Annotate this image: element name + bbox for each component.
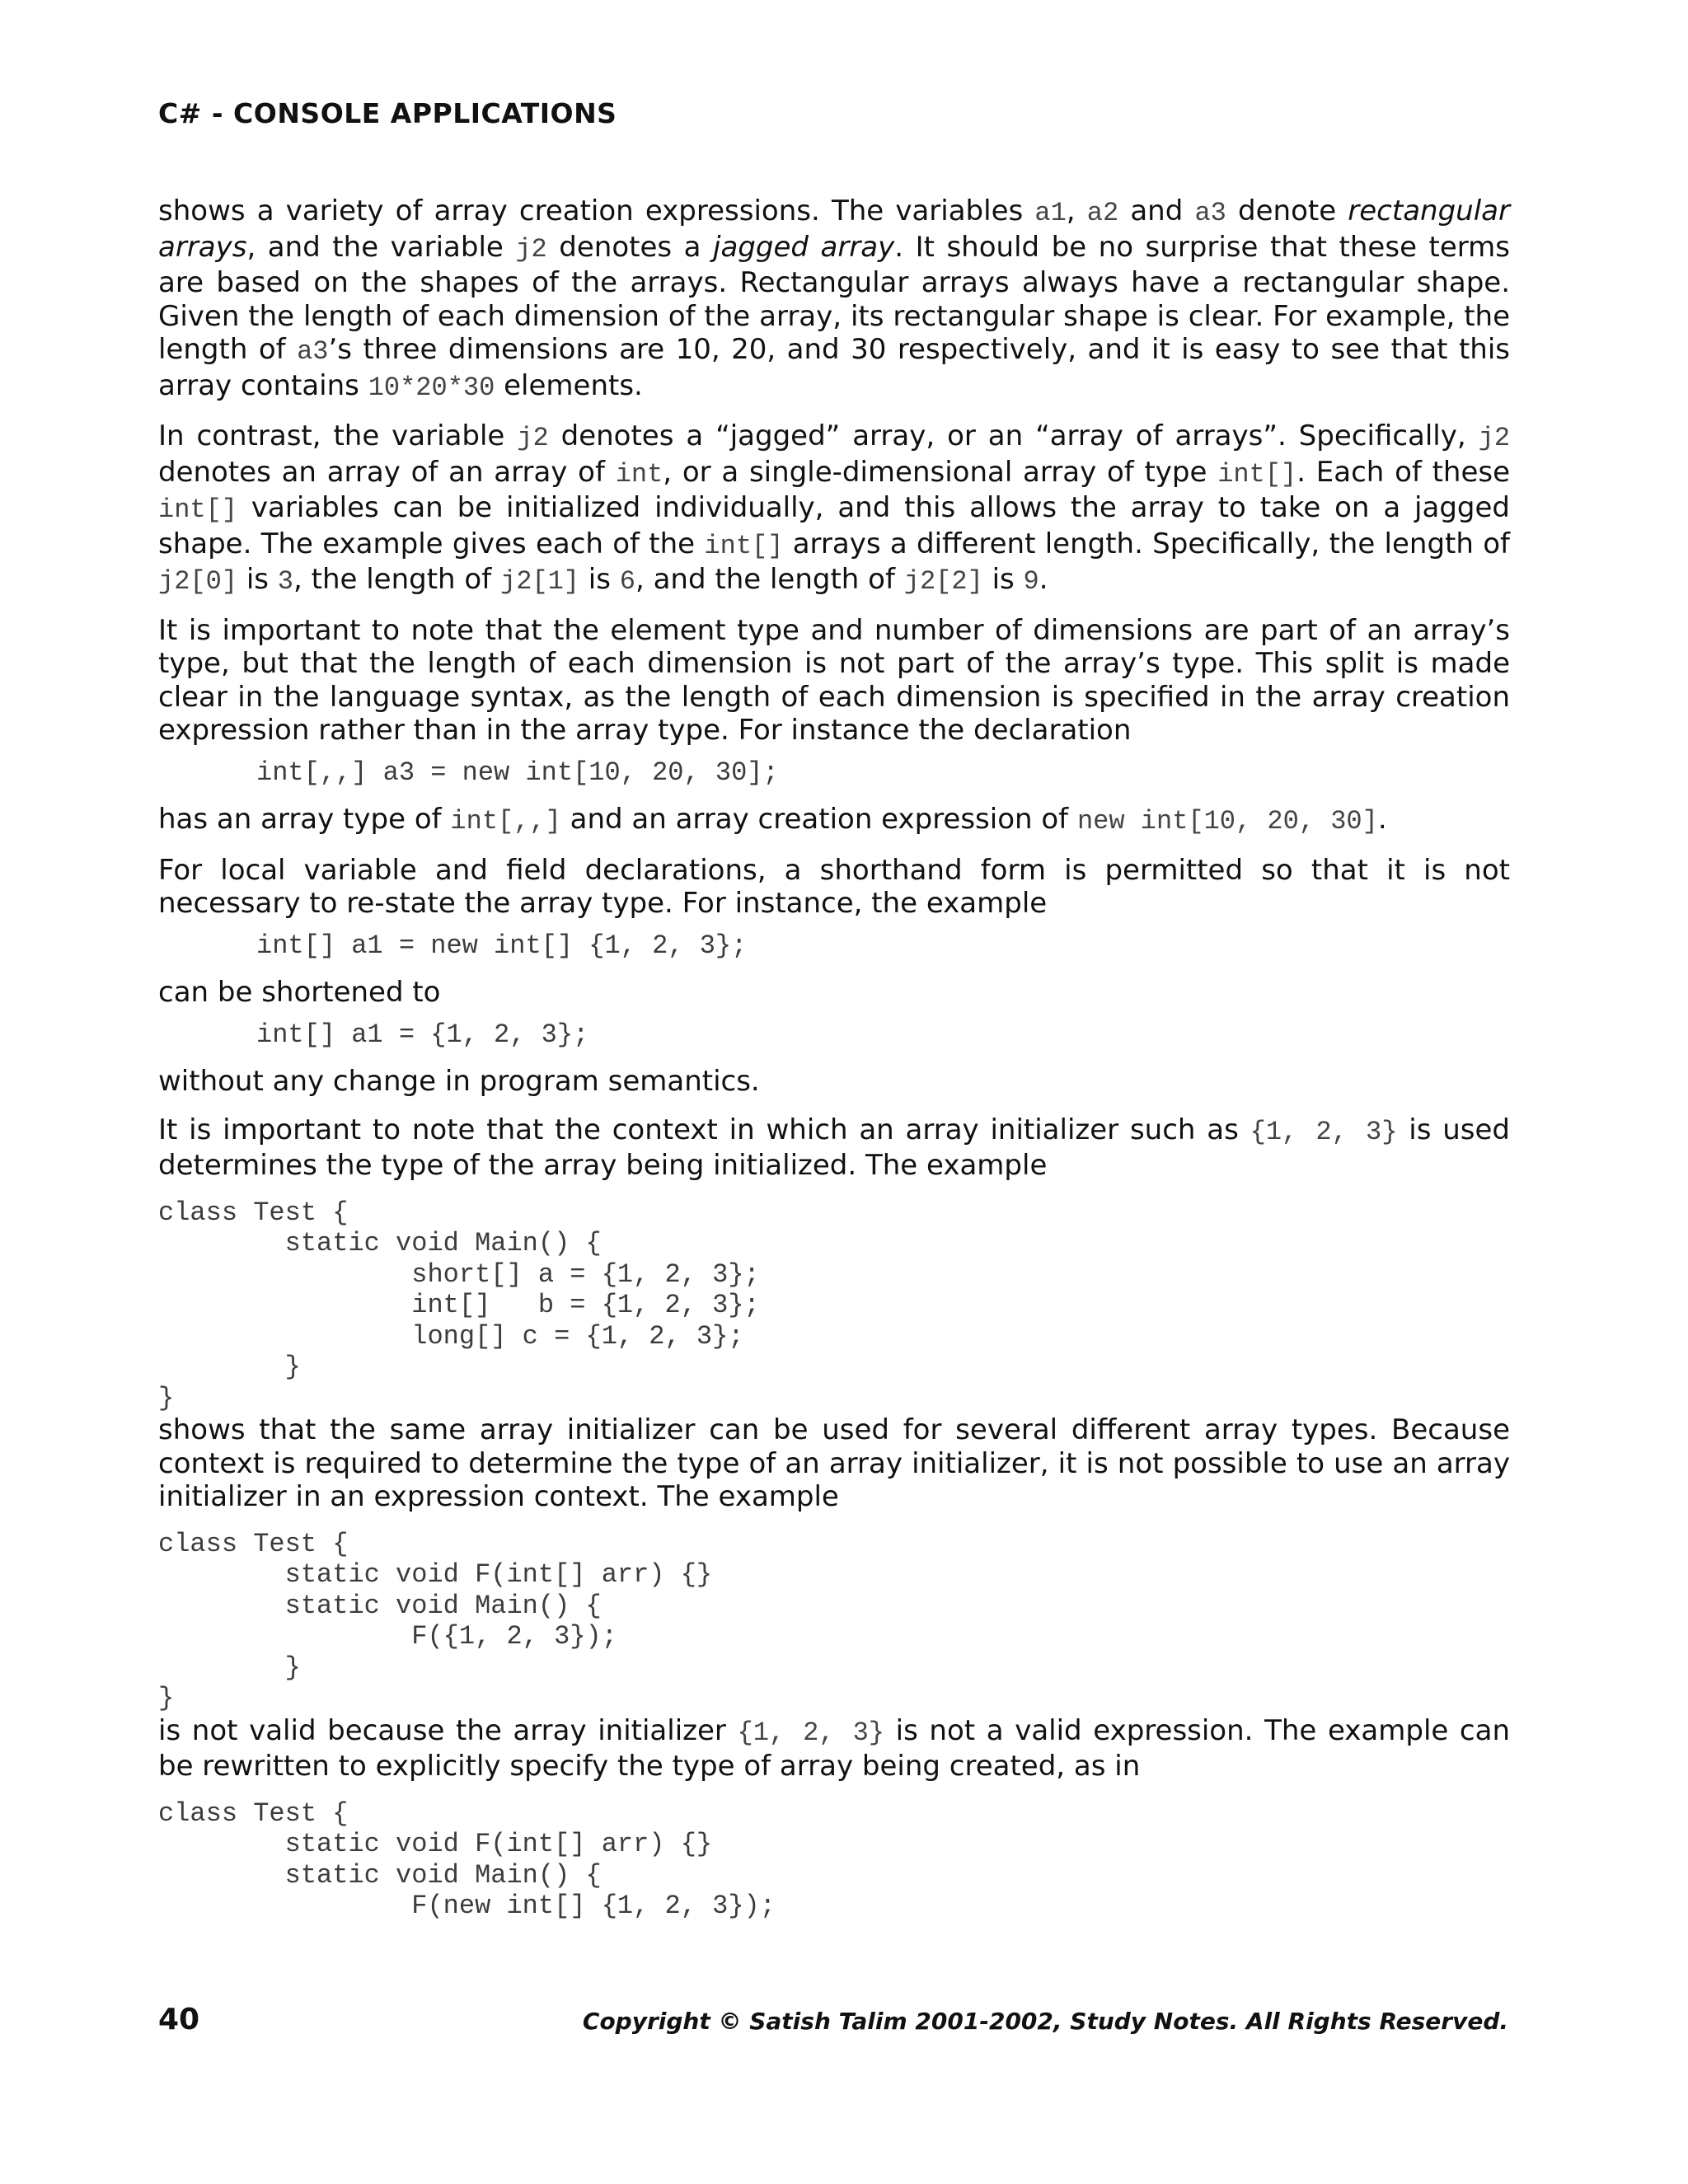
code-block-initializers: class Test { static void Main() { short[] a = {1, 2, 3}; int[] b = {1, 2, 3}; long[] c = {1, 2, 3}; } } <box>158 1197 760 1413</box>
text: arrays a different length. Specifically, the length of <box>783 527 1510 560</box>
emphasis: jagged array <box>713 230 895 264</box>
inline-code: j2 <box>517 423 549 453</box>
paragraph-semantics: without any change in program semantics. <box>158 1065 760 1098</box>
paragraph-expression-context: shows that the same array initializer can be used for several different array types. Because context is required to determine the type of an array initializer, it is not possible to use an array initializer in an expression context. The example <box>158 1413 1510 1513</box>
running-header: C# - CONSOLE APPLICATIONS <box>158 97 617 129</box>
inline-code: int[] <box>158 494 238 525</box>
text: is used determines the type of the array being initialized. The example <box>158 1113 1510 1182</box>
page-number: 40 <box>158 2003 200 2036</box>
text: ’s three dimensions are 10, 20, and 30 respectively, and it is easy to see that this array contains <box>158 333 1510 402</box>
inline-code: a2 <box>1086 198 1119 228</box>
inline-code: 9 <box>1023 566 1039 597</box>
code-block-invalid: class Test { static void F(int[] arr) {} static void Main() { F({1, 2, 3}); } } <box>158 1528 713 1713</box>
paragraph-shortened: can be shortened to <box>158 976 441 1009</box>
code-block-full-form: int[] a1 = new int[] {1, 2, 3}; <box>256 930 748 961</box>
text: elements. <box>495 368 643 402</box>
inline-code: j2[2] <box>903 566 983 597</box>
inline-code: j2[0] <box>158 566 238 597</box>
text: It is important to note that the context in which an array initializer such as <box>158 1113 1250 1146</box>
text: , and the variable <box>246 230 516 264</box>
text: , and the length of <box>635 563 904 596</box>
inline-code: a3 <box>297 336 329 367</box>
text: , the length of <box>293 563 500 596</box>
text: In contrast, the variable <box>158 419 518 452</box>
code-block-rewritten: class Test { static void F(int[] arr) {} static void Main() { F(new int[] {1, 2, 3}); <box>158 1797 776 1921</box>
text: shows a variety of array creation expressions. The variables <box>158 194 1035 227</box>
text: is <box>579 563 620 596</box>
inline-code: j2 <box>1478 423 1511 453</box>
inline-code: j2[1] <box>499 566 579 597</box>
text: and an array creation expression of <box>560 803 1077 836</box>
text: denotes a “jagged” array, or an “array of arrays”. Specifically, <box>548 419 1479 452</box>
code-block-short-form: int[] a1 = {1, 2, 3}; <box>256 1019 589 1050</box>
text: . It should be no surprise that these terms are based on the shapes of the arrays. Rectangular arrays always have a rectangular shape. Given the length of each dimension of the array, its rectangular shape is clear. For example, the length of <box>158 230 1510 366</box>
paragraph-not-valid <box>158 1714 1510 1783</box>
inline-code: 10*20*30 <box>368 372 495 403</box>
inline-code: a1 <box>1034 198 1067 228</box>
text: has an array type of <box>158 803 451 836</box>
inline-code: 6 <box>619 566 635 597</box>
inline-code: {1, 2, 3} <box>737 1717 885 1748</box>
inline-code: {1, 2, 3} <box>1250 1116 1398 1147</box>
code-block-declaration: int[,,] a3 = new int[10, 20, 30]; <box>256 757 779 788</box>
inline-code: 3 <box>277 566 293 597</box>
copyright-notice: Copyright © Satish Talim 2001-2002, Study Notes. All Rights Reserved. <box>582 2008 1508 2035</box>
text: and <box>1118 194 1195 227</box>
inline-code: j2 <box>515 233 547 265</box>
inline-code: int[,,] <box>450 806 561 837</box>
inline-code: a3 <box>1194 198 1226 228</box>
paragraph-jagged-array <box>158 419 1510 599</box>
text: denotes an array of an array of <box>158 455 616 489</box>
paragraph-array-type <box>158 803 1510 839</box>
inline-code: new int[10, 20, 30] <box>1076 806 1378 837</box>
text: variables can be initialized individually, and this allows the array to take on a jagged shape. The example gives each of the <box>158 491 1510 560</box>
page-body <box>158 194 1510 1922</box>
text: is <box>982 563 1024 596</box>
text: is not valid because the array initializer <box>158 1713 738 1747</box>
text: is <box>237 563 278 596</box>
paragraph-context <box>158 1113 1510 1183</box>
text: denote <box>1226 194 1348 227</box>
text: denotes a <box>546 230 713 264</box>
text: . Each of these <box>1296 455 1511 489</box>
paragraph-dimensions: It is important to note that the element type and number of dimensions are part of an array’s type, but that the length of each dimension is not part of the array’s type. This split is made clear in the language syntax, as the length of each dimension is specified in the array creation expression rather than in the array type. For instance the declaration <box>158 613 1510 747</box>
text: . <box>1377 803 1387 836</box>
text: , or a single-dimensional array of type <box>663 455 1218 489</box>
text: is not a valid expression. The example can be rewritten to explicitly specify the type of array being created, as in <box>158 1713 1511 1783</box>
inline-code: int <box>615 458 663 490</box>
inline-code: int[] <box>704 530 784 561</box>
paragraph-array-kinds <box>158 194 1510 405</box>
emphasis: rectangular arrays <box>158 194 1510 264</box>
paragraph-shorthand: For local variable and field declarations, a shorthand form is permitted so that it is not necessary to re-state the array type. For instance, the example <box>158 853 1510 920</box>
text: . <box>1039 563 1048 596</box>
text: , <box>1066 194 1087 227</box>
inline-code: int[] <box>1217 458 1297 490</box>
